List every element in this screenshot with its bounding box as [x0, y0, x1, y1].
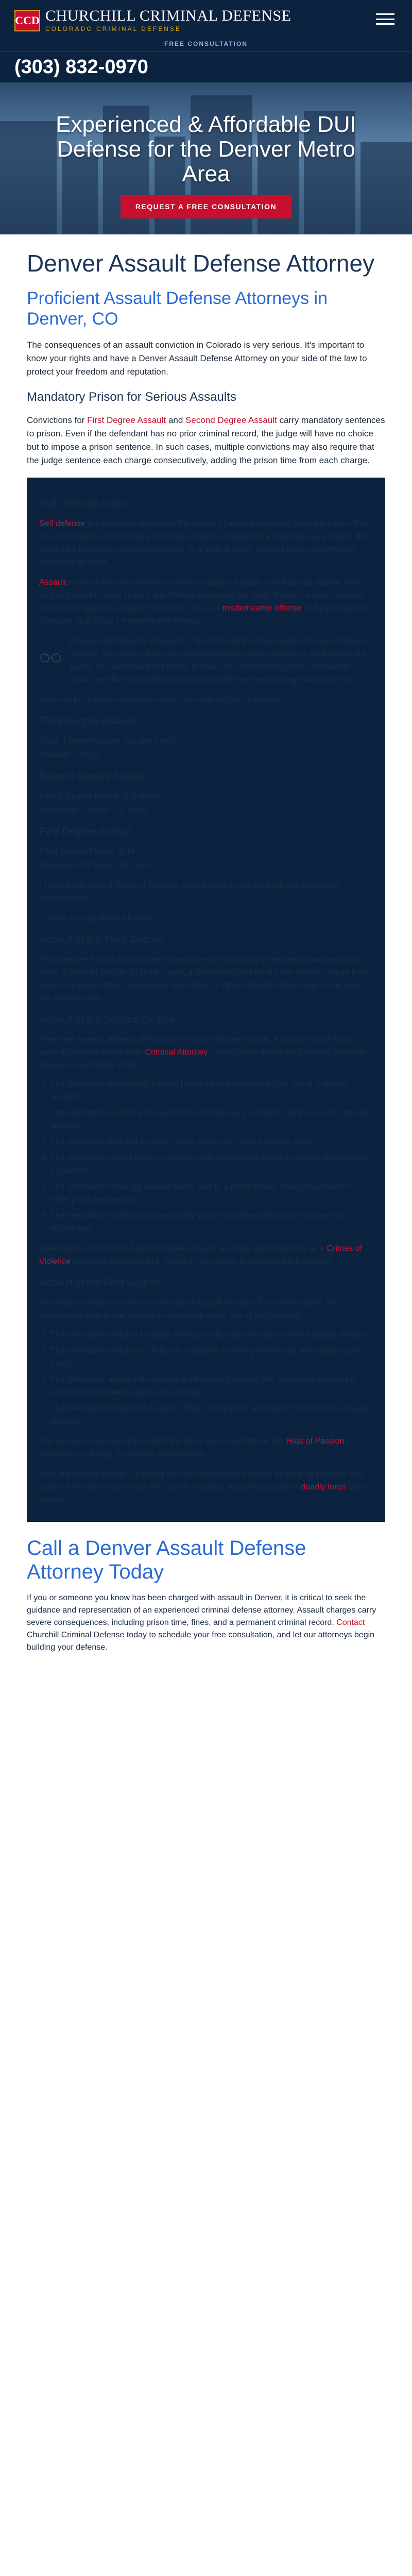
second-conclusion-text-a: Defendants convicted of Second Degree Assault also face additional time as a — [39, 1244, 327, 1253]
mandatory-text-c: carry mandatory sentences to prison. Even if the defendant has no prior criminal record, the judge will have no choice but to impose a prison sentence. In such cases, multiple convictions may also require that the judge sentence each charge consecutively, adding the prison time from each charge. — [27, 415, 385, 465]
menu-line — [376, 19, 394, 20]
list-item: 4. The defendant caused injury to anyone while intentionally trying to prevent the arrest of a suspect. — [50, 1151, 373, 1177]
contact-link[interactable]: Contact — [336, 1618, 365, 1627]
menu-line — [376, 13, 394, 15]
hero-banner — [0, 82, 412, 234]
hamburger-icon[interactable] — [373, 9, 398, 29]
list-item: 5. The defendant knowingly applied bodily fluid to a police officer, emergency worker or other protected person. — [50, 1180, 373, 1206]
list-item: • The defendant intended to cause serious bodily injury and did so with a deadly weapon. — [50, 1328, 373, 1341]
final-text-a: With any assault charge, speaking with an experienced attorney as early as possible can make all the difference in how the case is resolved, including whether a — [39, 1470, 363, 1492]
final-paragraph — [39, 1468, 373, 1506]
free-consultation-label: FREE CONSULTATION — [164, 40, 248, 47]
mandatory-paragraph — [27, 414, 385, 467]
heat-of-passion-paragraph — [39, 1435, 373, 1461]
hero-consultation-button[interactable]: REQUEST A FREE CONSULTATION — [121, 195, 291, 218]
second-degree-heading: Second Degree Assault — [39, 771, 147, 782]
call-text-b: Churchill Criminal Defense today to schedule your free consultation, and let our attorneys begin building your defense. — [27, 1631, 375, 1652]
third-degree-line: Class 1 Misdemeanor: Jail and Fines — [39, 737, 175, 745]
first-degree-heading: First Degree Assault — [39, 826, 132, 837]
heat-of-passion-link[interactable]: Heat of Passion — [286, 1437, 345, 1446]
self-defense-link[interactable]: Self defense — [39, 519, 85, 528]
first-degree-line: Mandatory 10 Years - 32 Years — [39, 861, 152, 870]
list-item: 2. The defendant recklessly caused serious bodily injury to another by the use of a deadly weapon. — [50, 1107, 373, 1132]
second-detail-heading: Assault in the Second Degree — [39, 1014, 176, 1025]
list-item: 3. The defendant intended to cause bodily injury and caused serious injury. — [50, 1136, 373, 1148]
first-detail-heading: Assault in the First Degree — [39, 1277, 161, 1289]
assault-overview-text: is one of the most common criminal charges. Assault is charged as degree, first-degree being the most serious and third-degree being the least. Below is a brief overview of the three types of assault in Colorado. This is a — [39, 578, 364, 613]
third-detail-heading: Assault in the Third Degree — [39, 934, 164, 945]
heat-text-a: The sentence can vary drastically if the crime was committed in the — [39, 1437, 286, 1446]
section-heading-mandatory: Mandatory Prison for Serious Assaults — [27, 390, 236, 404]
first-degree-list — [50, 1328, 373, 1428]
logo-text — [45, 8, 291, 32]
crimes-of-violence-link[interactable]: Crimes of Violence — [39, 1244, 363, 1266]
third-degree-heading: Third Degree Assault — [39, 716, 135, 727]
second-degree-line: Fourth Degree Felony: 2-6 Years — [39, 792, 159, 801]
final-text-b: claim applies. — [39, 1483, 368, 1504]
main-content — [0, 234, 412, 1522]
second-degree-link[interactable]: Second Degree Assault — [185, 415, 277, 425]
assault-overview-text-b: and punishable in Colorado as a Class 1 misdemeanor charge. — [39, 604, 368, 625]
assault-overview-paragraph — [39, 576, 373, 628]
mandatory-text-b: and — [166, 415, 186, 425]
header-phone-link[interactable]: (303) 832-0970 — [14, 56, 148, 78]
hero-headline: Experienced & Affordable DUI Defense for the Denver Metro Area — [56, 112, 356, 187]
intro-paragraph: The consequences of an assault conviction in Colorado is very serious. It's important to know your rights and have a Denver Assault Defense Attorney on your side of the law to protect your freedom and reputation. — [27, 340, 367, 377]
list-item: • The defendant threatened a peace officer, firefighter or emergency worker with a deadly weapon. — [50, 1402, 373, 1428]
site-logo[interactable] — [14, 8, 291, 32]
page-subtitle: Proficient Assault Defense Attorneys in Denver, CO — [27, 289, 328, 329]
list-item: • The defendant, acting with extreme indifference to human life, knowingly engaged in conduct that created a grave risk of death. — [50, 1373, 373, 1399]
second-conclusion — [39, 1242, 373, 1268]
second-degree-list — [50, 1078, 373, 1235]
call-attorney-section — [0, 1536, 412, 1654]
self-defense-text: is a complete defense in the middle of assault situations for many cases. Even if a circumstance confronting a Colorado citizen is considered a physically very violent, the defendant frequently during the incident, or a violent action must be taken self-defense should be an issue. — [39, 519, 373, 567]
heat-text-b: , sometimes reducing the penalty considerably. — [39, 1437, 347, 1459]
call-text-a: If you or someone you know has been charged with assault in Denver, it is critical to seek the guidance and representation of an experienced criminal defense attorney. Assault charges carry severe consequences, including prison time, fines, and a permanent criminal record. — [27, 1594, 376, 1627]
mandatory-text-a: Convictions for — [27, 415, 88, 425]
criminal-attorney-link[interactable]: Criminal Attorney — [145, 1048, 208, 1057]
list-item: 6. The defendant recklessly caused bodily injury to another without their consent or knowledge. — [50, 1209, 373, 1235]
first-degree-line: Third Degree Felony: 5-16 — [39, 847, 135, 856]
sentence-ranges-intro: Here are the possible sentence ranges for each degree of assault: — [39, 696, 281, 704]
handcuffs-row — [39, 635, 373, 686]
site-header — [0, 0, 412, 52]
firm-name: CHURCHILL CRIMINAL DEFENSE — [45, 7, 291, 24]
handcuffs-icon — [39, 635, 62, 681]
first-degree-link[interactable]: First Degree Assault — [87, 415, 166, 425]
list-item: 1. The defendant intentionally caused bodily injury to another by the use of a deadly weapon. — [50, 1078, 373, 1104]
sentence-note: * Unless one uses a Crime of Passion, violent crime or the conviction is sentenced consecutively. — [39, 881, 339, 903]
logo-mark: CCD — [14, 10, 40, 31]
second-conclusion-text-b: sentence enhancement, meaning the penalty is substantially increased. — [71, 1257, 334, 1266]
page-title: Denver Assault Defense Attorney — [27, 250, 375, 277]
self-defense-paragraph — [39, 517, 373, 569]
list-item: • The defendant intended to disfigure or disable another permanently and caused such injury. — [50, 1344, 373, 1370]
dark-content-block — [27, 478, 385, 1522]
first-detail-intro: First Degree Assault is the most serious of assault charges. To be found guilty, the prosecution must prove beyond a reasonable doubt one of the following: — [39, 1298, 338, 1320]
assault-link[interactable]: Assault — [39, 578, 66, 587]
sentence-note: ** If the act was Heat of Passion — [39, 914, 157, 923]
misdemeanor-link[interactable]: misdemeanor offense — [222, 604, 302, 613]
second-intro-text-b: cannot prove any of the following elements beyond a reasonable doubt: — [39, 1048, 367, 1070]
deadly-force-link[interactable]: deadly force — [301, 1483, 346, 1492]
second-degree-line: Mandatory 5 Years - 16 Years — [39, 806, 147, 815]
phone-bar — [0, 52, 412, 82]
third-detail-paragraph: Third Degree Assault is committed when a person knowingly or recklessly causes bodily injury to another person. In some cases, a defendant can face a more serious charge if the victim is a police officer, emergency responder, or other protected class, which may raise this offense level. — [39, 955, 370, 1003]
self-defense-heading: Self Defense Claim — [39, 498, 128, 510]
call-attorney-paragraph — [27, 1592, 385, 1654]
second-intro-text-a: There are several different definitions of second degree assault. A person will be found guilty if it can be shown their — [39, 1035, 354, 1057]
call-attorney-heading: Call a Denver Assault Defense Attorney Today — [27, 1537, 306, 1583]
menu-line — [376, 23, 394, 25]
third-degree-line: Possible 2 Years — [39, 751, 100, 759]
firm-tagline: COLORADO CRIMINAL DEFENSE — [45, 25, 181, 32]
degrees-paragraph: Degrees of Assault in Colorado. If the defendant is found guilty of Second Degree Assault, the charge alone may carry mandatory prison sentences of at least eight years. The prosecutor still needs to prove the elements beyond a reasonable doubt, and the judge will decide based on the sentencing range within the law. — [70, 637, 367, 684]
second-detail-intro — [39, 1033, 373, 1072]
